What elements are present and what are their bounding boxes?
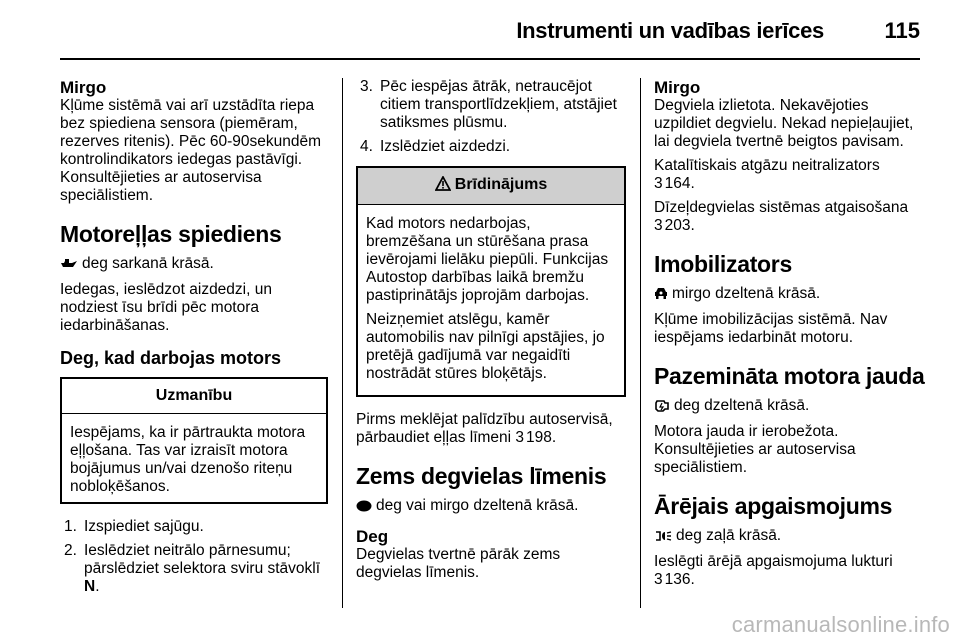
- steps-list-2: [356, 78, 626, 156]
- warning-text-1: Kad motors nedarbojas, bremzēšana un stūrēšana prasa ievērojami lielāku piepūli. Funkcijas Autostop darbības laikā bremžu pastiprinātājs joprojām darbojas.: [366, 215, 609, 304]
- mirgo-heading: Mirgo: [60, 78, 107, 97]
- caution-box: [60, 377, 328, 504]
- catalyst-ref: Katalītiskais atgāzu neitralizators 3 164.: [654, 157, 880, 192]
- deg-heading: Deg: [356, 527, 389, 546]
- check-oil-text: Pirms meklējat palīdzību autoservisā, pārbaudiet eļļas līmeni 3 198.: [356, 411, 613, 446]
- diesel-ref: Dīzeļdegvielas sistēmas atgaisošana 3 203.: [654, 199, 909, 234]
- oil-text: Iedegas, ieslēdzot aizdedzi, un nodziest īsu brīdi pēc motora iedarbināšanas.: [60, 281, 272, 334]
- headlight-icon: [654, 529, 672, 547]
- deg-text: Degvielas tvertnē pārāk zems degvielas līmenis.: [356, 546, 561, 581]
- column-divider-1: [342, 78, 343, 608]
- immo-text: Kļūme imobilizācijas sistēmā. Nav iespējams iedarbināt motoru.: [654, 311, 888, 346]
- chapter-title: Instrumenti un vadības ierīces: [516, 18, 824, 43]
- mirgo-text: Kļūme sistēmā vai arī uzstādīta riepa bez spiediena sensora (piemēram, rezerves ritenis). Pēc 60-90sekundēm kontrolindikators iedegas pastāvīgi. Konsultējieties ar autoservisa speciālistiem.: [60, 97, 322, 204]
- steps-list-1: [60, 518, 328, 596]
- list-item: 1. Izspiediet sajūgu.: [64, 518, 204, 535]
- reference-icon: 3: [654, 571, 663, 588]
- power-color-line: deg dzeltenā krāsā.: [654, 397, 926, 417]
- engine-power-heading: Pazemināta motora jauda: [654, 363, 925, 389]
- power-text: Motora jauda ir ierobežota. Konsultējieties ar autoservisa speciālistiem.: [654, 423, 856, 476]
- list-item: 4. Izslēdziet aizdedzi.: [360, 138, 511, 155]
- fuel-color-line: deg vai mirgo dzeltenā krāsā.: [356, 497, 626, 517]
- mirgo-heading-2: Mirgo: [654, 78, 701, 97]
- column-3: [654, 78, 926, 595]
- page-header: [60, 0, 920, 60]
- warning-text-2: Neizņemiet atslēgu, kamēr automobilis nav pilnīgi apstājies, jo pretējā gadījumā var negaidīti nostrādāt stūres bloķētājs.: [366, 311, 605, 382]
- header-rule: [60, 58, 920, 60]
- list-item: 3. Pēc iespējas ātrāk, netraucējot citiem transportlīdzekļiem, atstājiet satiksmes plūsmu.: [360, 78, 617, 131]
- warning-head: [358, 168, 624, 205]
- reference-icon: 3: [654, 217, 663, 234]
- engine-power-icon: [654, 399, 670, 417]
- warning-box: [356, 166, 626, 397]
- reference-icon: 3: [515, 429, 525, 446]
- exterior-text: Ieslēgti ārējā apgaismojuma lukturi 3 136.: [654, 553, 893, 588]
- caution-heading: Uzmanību: [62, 379, 326, 414]
- list-item: 2. Ieslēdziet neitrālo pārnesumu; pārslēdziet selektora sviru stāvoklī N.: [64, 542, 321, 595]
- oil-pressure-heading: Motoreļļas spiediens: [60, 221, 282, 247]
- immo-color-line: mirgo dzeltenā krāsā.: [654, 285, 926, 305]
- immobilizer-heading: Imobilizators: [654, 251, 792, 277]
- column-2: [356, 78, 626, 588]
- running-heading: Deg, kad darbojas motors: [60, 348, 282, 368]
- car-key-icon: [654, 287, 668, 305]
- exterior-light-heading: Ārējais apgaismojums: [654, 493, 893, 519]
- warning-heading: Brīdinājums: [454, 176, 548, 193]
- oil-color-line: [60, 255, 328, 275]
- reference-icon: 3: [654, 175, 663, 192]
- column-divider-2: [640, 78, 641, 608]
- fuel-drop-icon: [356, 499, 372, 517]
- column-1: [60, 78, 328, 602]
- mirgo-text-2: Degviela izlietota. Nekavējoties uzpildiet degvielu. Nekad nepieļaujiet, lai degviela tvertnē beigtos pavisam.: [654, 97, 914, 150]
- watermark: carmanualsonline.info: [731, 612, 950, 637]
- oil-color-text: deg sarkanā krāsā.: [82, 255, 214, 272]
- page-number: 115: [884, 18, 920, 43]
- oil-can-icon: [60, 257, 78, 275]
- exterior-color-line: deg zaļā krāsā.: [654, 527, 926, 547]
- low-fuel-heading: Zems degvielas līmenis: [356, 463, 607, 489]
- warning-triangle-icon: [435, 176, 451, 196]
- caution-body: Iespējams, ka ir pārtraukta motora eļļošana. Tas var izraisīt motora bojājumus un/vai dzenošo riteņu nobloķēšanos.: [70, 424, 306, 495]
- warning-body: [358, 205, 624, 395]
